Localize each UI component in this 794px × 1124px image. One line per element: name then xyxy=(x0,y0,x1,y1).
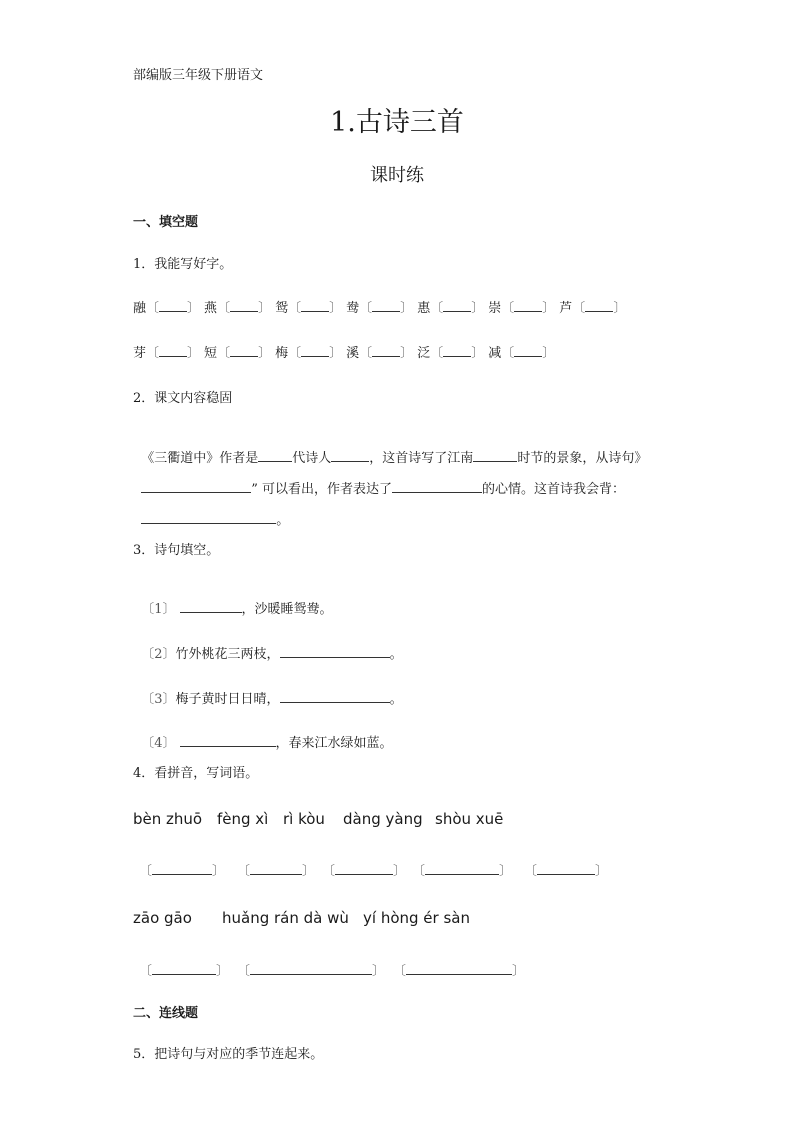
answer-box-2[interactable]: 〔 〕 xyxy=(237,864,316,879)
char-row-2 xyxy=(133,342,559,361)
pinyin-blank[interactable] xyxy=(301,299,329,312)
pinyin-8: yí hòng ér sàn xyxy=(363,909,470,927)
pinyin-blank[interactable] xyxy=(514,299,542,312)
question-2-line-2 xyxy=(133,463,625,497)
q2-text-period: 。 xyxy=(276,513,290,528)
blank-poem-4[interactable] xyxy=(180,734,276,747)
char-item: 融〔 〕 xyxy=(133,301,201,316)
char-item: 鸳〔 〕 xyxy=(275,301,343,316)
char-label: 短 xyxy=(204,346,218,361)
char-row-1 xyxy=(133,297,630,316)
pinyin-blank[interactable] xyxy=(230,299,258,312)
blank-dynasty[interactable] xyxy=(258,449,292,462)
blank-verse[interactable] xyxy=(141,480,251,493)
blank-poem-2[interactable] xyxy=(280,645,390,658)
poem-text: ，沙暖睡鸳鸯。 xyxy=(241,602,333,617)
item-number: 〔2〕 xyxy=(141,647,176,662)
char-label: 惠 xyxy=(417,301,431,316)
q2-text-verse-prefix: 时节的景象，从诗句》 xyxy=(517,451,648,466)
char-item: 燕〔 〕 xyxy=(204,301,272,316)
answer-box-4[interactable]: 〔 〕 xyxy=(412,864,513,879)
char-label: 鸳 xyxy=(275,301,289,316)
blank-poet[interactable] xyxy=(331,449,369,462)
pinyin-2: fèng xì xyxy=(217,810,269,828)
answer-box-6[interactable]: 〔 〕 xyxy=(139,964,230,979)
char-item: 溪〔 〕 xyxy=(346,346,414,361)
char-label: 融 xyxy=(133,301,147,316)
question-2-line-3 xyxy=(133,494,289,528)
pinyin-7: huǎng rán dà wù xyxy=(222,909,349,927)
blank-feeling[interactable] xyxy=(392,480,482,493)
item-number: 〔1〕 xyxy=(141,602,176,617)
pinyin-blank[interactable] xyxy=(585,299,613,312)
question-2-line-1 xyxy=(133,432,647,466)
blank-season[interactable] xyxy=(473,449,517,462)
pinyin-blank[interactable] xyxy=(159,299,187,312)
pinyin-blank[interactable] xyxy=(514,344,542,357)
poem-text: 竹外桃花三两枝， xyxy=(175,647,280,662)
char-item: 短〔 〕 xyxy=(204,346,272,361)
pinyin-5: shòu xuē xyxy=(435,810,504,828)
pinyin-blank[interactable] xyxy=(372,344,400,357)
char-label: 燕 xyxy=(204,301,218,316)
q2-text-season-prefix: ，这首诗写了江南 xyxy=(369,451,474,466)
char-label: 溪 xyxy=(346,346,360,361)
question-4-prompt: 4．看拼音，写词语。 xyxy=(133,766,259,781)
q2-text-recite-prefix: 的心情。这首诗我会背： xyxy=(482,482,626,497)
item-number: 〔4〕 xyxy=(141,736,176,751)
pinyin-blank[interactable] xyxy=(443,344,471,357)
blank-recite[interactable] xyxy=(141,511,276,524)
answer-box-1[interactable]: 〔 〕 xyxy=(139,864,226,879)
char-label: 梅 xyxy=(275,346,289,361)
char-label: 鸯 xyxy=(346,301,360,316)
pinyin-6: zāo gāo xyxy=(133,909,192,927)
pinyin-blank[interactable] xyxy=(230,344,258,357)
pinyin-blank[interactable] xyxy=(301,344,329,357)
item-number: 〔3〕 xyxy=(141,692,176,707)
poem-line-3 xyxy=(133,673,403,707)
poem-line-1 xyxy=(133,583,333,617)
poem-line-4 xyxy=(133,717,393,751)
poem-text: ，春来江水绿如蓝。 xyxy=(275,736,393,751)
page-subtitle: 课时练 xyxy=(370,165,424,186)
question-2-prompt: 2．课文内容稳固 xyxy=(133,391,233,406)
q2-text-author-prefix: 《三衢道中》作者是 xyxy=(141,451,259,466)
char-item: 芦〔 〕 xyxy=(559,301,627,316)
poem-text: 。 xyxy=(389,692,403,707)
pinyin-1: bèn zhuō xyxy=(133,810,203,828)
char-label: 泛 xyxy=(417,346,431,361)
pinyin-blank[interactable] xyxy=(372,299,400,312)
char-item: 芽〔 〕 xyxy=(133,346,201,361)
poem-line-2 xyxy=(133,628,403,662)
char-label: 崇 xyxy=(488,301,502,316)
char-item: 减〔 〕 xyxy=(488,346,556,361)
blank-poem-3[interactable] xyxy=(280,690,390,703)
question-5-prompt: 5．把诗句与对应的季节连起来。 xyxy=(133,1047,324,1062)
question-3-prompt: 3．诗句填空。 xyxy=(133,543,220,558)
pinyin-3: rì kòu xyxy=(283,810,325,828)
section-heading-matching: 二、连线题 xyxy=(133,1006,199,1021)
pinyin-4: dàng yàng xyxy=(343,810,423,828)
blank-poem-1[interactable] xyxy=(180,600,242,613)
answer-box-5[interactable]: 〔 〕 xyxy=(524,864,609,879)
char-item: 崇〔 〕 xyxy=(488,301,556,316)
char-item: 鸯〔 〕 xyxy=(346,301,414,316)
char-item: 惠〔 〕 xyxy=(417,301,485,316)
poem-text: 梅子黄时日日晴， xyxy=(175,692,280,707)
pinyin-blank[interactable] xyxy=(443,299,471,312)
char-label: 芦 xyxy=(559,301,573,316)
poem-text: 。 xyxy=(389,647,403,662)
q2-text-poet-prefix: 代诗人 xyxy=(292,451,332,466)
char-item: 梅〔 〕 xyxy=(275,346,343,361)
header-note: 部编版三年级下册语文 xyxy=(133,68,264,83)
answer-box-3[interactable]: 〔 〕 xyxy=(322,864,407,879)
answer-box-7[interactable]: 〔 〕 xyxy=(237,964,386,979)
char-label: 减 xyxy=(488,346,502,361)
answer-box-8[interactable]: 〔 〕 xyxy=(393,964,526,979)
section-heading-fill-blank: 一、填空题 xyxy=(133,215,199,230)
question-1-prompt: 1．我能写好字。 xyxy=(133,257,233,272)
char-item: 泛〔 〕 xyxy=(417,346,485,361)
page-title: 1.古诗三首 xyxy=(330,107,464,138)
char-label: 芽 xyxy=(133,346,147,361)
q2-text-feeling-prefix: ” 可以看出，作者表达了 xyxy=(251,482,393,497)
pinyin-blank[interactable] xyxy=(159,344,187,357)
